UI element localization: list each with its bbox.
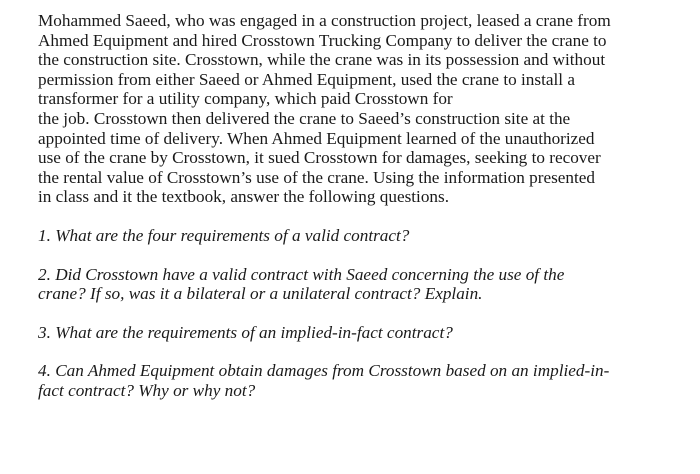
passage-line: appointed time of delivery. When Ahmed Equipment learned of the unauthorized	[38, 128, 595, 148]
case-passage	[38, 11, 658, 207]
question-2	[38, 265, 658, 304]
passage-line: the job. Crosstown then delivered the crane to Saeed’s construction site at the	[38, 108, 571, 128]
question-1	[38, 226, 658, 246]
question-line: 3. What are the requirements of an implied-in-fact contract?	[38, 322, 453, 342]
passage-line: permission from either Saeed or Ahmed Equipment, used the crane to install a	[38, 69, 575, 89]
passage-line: Ahmed Equipment and hired Crosstown Trucking Company to deliver the crane to	[38, 30, 607, 50]
passage-line: in class and it the textbook, answer the following questions.	[38, 187, 449, 207]
question-line: crane? If so, was it a bilateral or a unilateral contract? Explain.	[38, 284, 483, 304]
passage-line: Mohammed Saeed, who was engaged in a construction project, leased a crane from	[38, 11, 611, 30]
question-list	[38, 226, 658, 401]
passage-line: the construction site. Crosstown, while the crane was in its possession and without	[38, 50, 606, 70]
question-4	[38, 361, 658, 400]
question-line: 4. Can Ahmed Equipment obtain damages from Crosstown based on an implied-in-	[38, 361, 610, 381]
question-line: fact contract? Why or why not?	[38, 380, 256, 400]
document-body	[38, 11, 658, 420]
passage-line: use of the crane by Crosstown, it sued Crosstown for damages, seeking to recover	[38, 148, 601, 168]
passage-line: transformer for a utility company, which paid Crosstown for	[38, 89, 453, 109]
passage-line: the rental value of Crosstown’s use of the crane. Using the information presented	[38, 167, 596, 187]
question-3	[38, 323, 658, 343]
question-line: 1. What are the four requirements of a valid contract?	[38, 225, 410, 245]
question-line: 2. Did Crosstown have a valid contract with Saeed concerning the use of the	[38, 264, 565, 284]
